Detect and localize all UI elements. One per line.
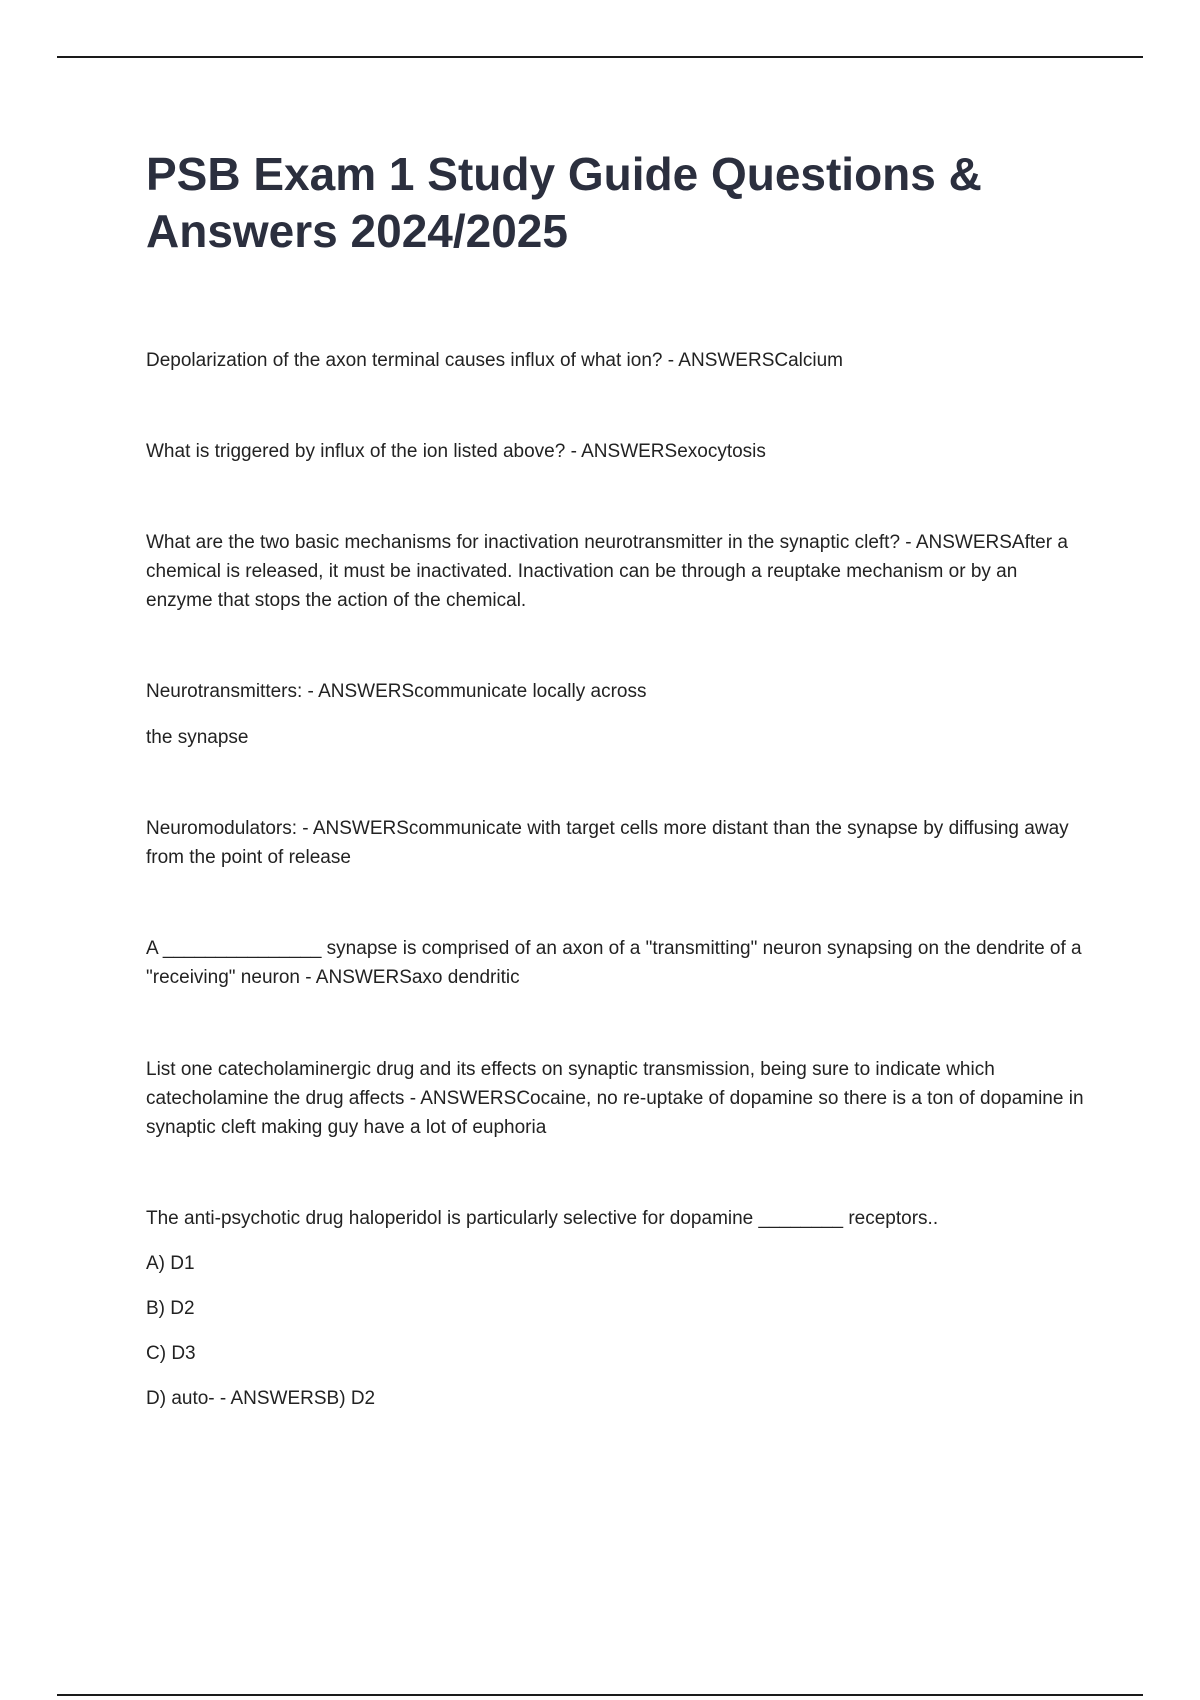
qa-text: Depolarization of the axon terminal causes influx of what ion? - ANSWERSCalcium: [146, 350, 843, 371]
option-b: B) D2: [146, 1298, 195, 1319]
question-text: The anti-psychotic drug haloperidol is particularly selective for dopamine ________ receptors..: [146, 1208, 939, 1229]
qa-item-2: [146, 437, 1086, 466]
bottom-rule: [57, 1694, 1143, 1696]
qa-text: What are the two basic mechanisms for inactivation neurotransmitter in the synaptic cleft? - ANSWERSAfter a chemical is released, it must be inactivated. Inactivation can be through a reuptake mechanism or by an enzyme that stops the action of the chemical.: [146, 532, 1068, 611]
qa-text-continued: the synapse: [146, 727, 249, 748]
qa-text: Neuromodulators: - ANSWERScommunicate with target cells more distant than the synapse by diffusing away from the point of release: [146, 818, 1069, 868]
qa-text: Neurotransmitters: - ANSWERScommunicate locally across: [146, 681, 647, 702]
qa-item-6: [146, 934, 1086, 992]
qa-item-3: [146, 528, 1086, 615]
qa-text: A _______________ synapse is comprised of an axon of a "transmitting" neuron synapsing on the dendrite of a "receiving" neuron - ANSWERSaxo dendritic: [146, 938, 1082, 988]
qa-item-8: [146, 1204, 1086, 1413]
option-c: C) D3: [146, 1343, 196, 1364]
qa-text: List one catecholaminergic drug and its effects on synaptic transmission, being sure to indicate which catecholamine the drug affects - ANSWERSCocaine, no re-uptake of dopamine so there is a ton of dopamine in synaptic cleft making guy have a lot of euphoria: [146, 1059, 1084, 1138]
top-rule: [57, 56, 1143, 58]
qa-item-1: [146, 346, 1086, 375]
qa-item-5: [146, 814, 1086, 872]
qa-text: What is triggered by influx of the ion listed above? - ANSWERSexocytosis: [146, 441, 766, 462]
qa-item-4: [146, 677, 1086, 752]
document-title: PSB Exam 1 Study Guide Questions & Answers 2024/2025: [146, 148, 982, 257]
option-a: A) D1: [146, 1253, 195, 1274]
qa-item-7: [146, 1055, 1086, 1142]
option-d: D) auto- - ANSWERSB) D2: [146, 1388, 376, 1409]
